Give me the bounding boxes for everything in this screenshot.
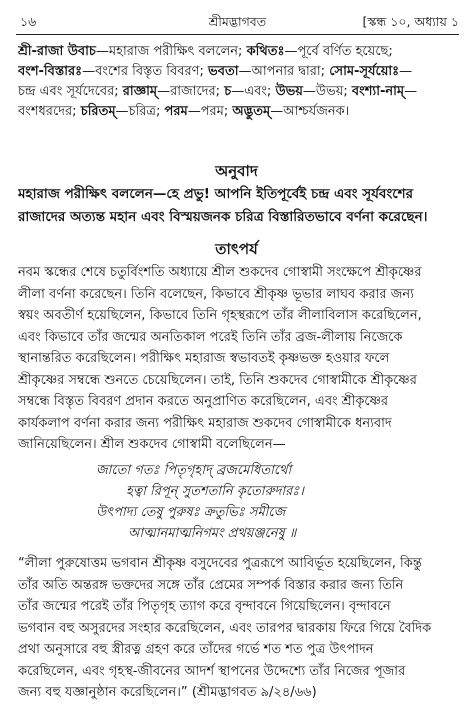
synonym-line	[18, 102, 459, 122]
verse-line: হত্বা রিপূন্ সুতশতানি কৃতোরুদারঃ।	[126, 484, 304, 499]
sanskrit-term: কথিতঃ	[246, 44, 285, 59]
purport-line: স্বয়ং অবতীর্ণ হয়েছিলেন, কিভাবে তিনি গৃহস্থরূপে তাঁর লীলাবিলাস করেছিলেন,	[18, 308, 422, 323]
quote-line: “লীলা পুরুষোত্তম ভগবান শ্রীকৃষ্ণ বসুদেবের পুত্ররূপে আবির্ভূত হয়েছিলেন, কিন্তু	[18, 556, 422, 571]
sanskrit-term: পরম	[164, 104, 188, 119]
purport-line: লীলা বর্ণনা করেছেন। তিনি বলেছেন, কিভাবে শ্রীকৃষ্ণ ভূভার লাঘব করার জন্য	[18, 286, 414, 302]
verse-line: আত্মানমাত্মনিগমং প্রথয়ঞ্জনেষু ॥	[128, 526, 297, 541]
quote-reference: (শ্রীমদ্ভাগবত ৯/২৪/৬৬)	[191, 685, 317, 700]
purport-line: স্থানান্তরিত করেছিলেন। পরীক্ষিৎ মহারাজ স্বভাবতই কৃষ্ণভক্ত হওয়ার ফলে	[18, 351, 390, 366]
sanskrit-term: ভবতা	[208, 64, 239, 79]
sanskrit-term: অদ্ভুতম্	[232, 104, 271, 119]
purport-line: সম্বন্ধে বিস্তৃত বিবরণ প্রদান করতে অনুপ্রাণিত করেছিলেন, এবং শ্রীকৃষ্ণের	[18, 394, 389, 409]
quotation	[18, 553, 459, 704]
term-meaning: চন্দ্র এবং সূর্যদেবের;	[18, 84, 123, 99]
term-meaning: —আপনার দ্বারা;	[238, 64, 330, 79]
sanskrit-term: চরিতম্	[80, 104, 116, 119]
book-title: শ্রীমদ্ভাগবত	[208, 14, 267, 29]
header-rule	[16, 34, 459, 35]
term-meaning: —চরিত্র;	[115, 104, 165, 119]
synonym-line	[18, 42, 459, 62]
page-header	[16, 12, 459, 34]
sanskrit-term: সোম-সূর্যয়োঃ	[329, 64, 400, 79]
quote-line: ভগবান বহু অসুরদের সংহার করেছিলেন, এবং তারপর দ্বারকায় ফিরে গিয়ে বৈদিক	[18, 620, 432, 636]
quote-line: প্রথা অনুসারে বহু স্ত্রীরত্ন গ্রহণ করে তাঁদের গর্ভে শত শত পুত্র উৎপাদন	[18, 642, 374, 657]
term-meaning: —রাজাদের;	[157, 84, 225, 99]
translation-heading: অনুবাদ	[215, 162, 258, 180]
quote-line: করেছিলেন, এবং গৃহস্থ-জীবনের আদর্শ স্থাপনের উদ্দেশ্যে তাঁর নিজের পূজার	[18, 663, 406, 679]
quote-line	[18, 682, 459, 704]
page-number: ১৬	[20, 14, 37, 29]
sanskrit-term: চ	[224, 84, 232, 99]
quote-line: তাঁর জন্মের পরেই তাঁর পিতৃগৃহ ত্যাগ করে বৃন্দাবনে গিয়েছিলেন। বৃন্দাবনে	[18, 599, 391, 614]
term-meaning: —এবং;	[231, 84, 276, 99]
term-meaning: —	[404, 84, 418, 99]
verse-line: উৎপাদ্য তেষু পুরুষঃ ক্রতুভিঃ সমীজে	[96, 505, 286, 520]
term-meaning: —পূর্বে বর্ণিত হয়েছে;	[284, 44, 393, 59]
quote-line: তাঁর অতি অন্তরঙ্গ ভক্তদের সঙ্গে তাঁর প্রেমের সম্পর্ক বিস্তার করার জন্য তিনি	[18, 577, 404, 593]
term-meaning: —পরম;	[187, 104, 233, 119]
verse-line: জাতো গতঃ পিতৃগৃহাদ্ ব্রজমেধিতার্থো	[96, 463, 292, 478]
term-meaning: —মহারাজ পরীক্ষিৎ বললেন;	[95, 44, 247, 59]
sanskrit-term: বংশ্যা-নাম্	[351, 84, 405, 99]
purport-line: শ্রীকৃষ্ণের সম্বন্ধে শুনতে চেয়েছিলেন। তাই, তিনি শুকদেব গোস্বামীকে শ্রীকৃষ্ণের	[18, 372, 417, 388]
word-synonyms	[18, 42, 459, 122]
synonym-line	[18, 62, 459, 82]
purport-heading: তাৎপর্য	[215, 240, 258, 258]
quote-last-text: জন্য বহু যজ্ঞানুষ্ঠান করেছিলেন।”	[18, 685, 188, 700]
section-label: [স্কন্ধ ১০, অধ্যায় ১	[362, 14, 459, 29]
synonym-line	[18, 82, 459, 102]
term-meaning: —	[399, 64, 413, 79]
term-meaning: —বংশের বিস্তৃত বিবরণ;	[82, 64, 209, 79]
translation-text	[18, 183, 459, 229]
sanskrit-term: উভয়	[275, 84, 303, 99]
purport-line: নবম স্কন্ধের শেষে চতুর্বিংশতি অধ্যায়ে শ্রীল শুকদেব গোস্বামী সংক্ষেপে শ্রীকৃষ্ণের	[18, 265, 422, 280]
translation-line: রাজাদের অত্যন্ত মহান এবং বিস্ময়জনক চরিত্র বিস্তারিতভাবে বর্ণনা করেছেন।	[18, 209, 428, 225]
purport-text	[18, 262, 459, 456]
translation-line: মহারাজ পরীক্ষিৎ বললেন—হে প্রভু! আপনি ইতিপূর্বেই চন্দ্র এবং সূর্যবংশের	[18, 186, 414, 202]
purport-line: কার্যকলাপ বর্ণনা করার জন্য পরীক্ষিৎ মহারাজ শুকদেব গোস্বামীকে ধন্যবাদ	[18, 415, 392, 431]
term-meaning: বংশধরদের;	[18, 104, 81, 119]
purport-line: এবং কিভাবে তাঁর জন্মের অনতিকাল পরেই তিনি তাঁর ব্রজ-লীলায় নিজেকে	[18, 329, 403, 345]
sanskrit-term: রাজ্ঞাম্	[122, 84, 158, 99]
term-meaning: —আশ্চর্যজনক।	[270, 104, 350, 119]
purport-line: জানিয়েছিলেন। শ্রীল শুকদেব গোস্বামী বলেছিলেন—	[18, 437, 286, 452]
sanskrit-term: শ্রী-রাজা উবাচ	[18, 44, 96, 59]
sanskrit-term: বংশ-বিস্তারঃ	[18, 64, 83, 79]
term-meaning: —উভয়;	[302, 84, 352, 99]
